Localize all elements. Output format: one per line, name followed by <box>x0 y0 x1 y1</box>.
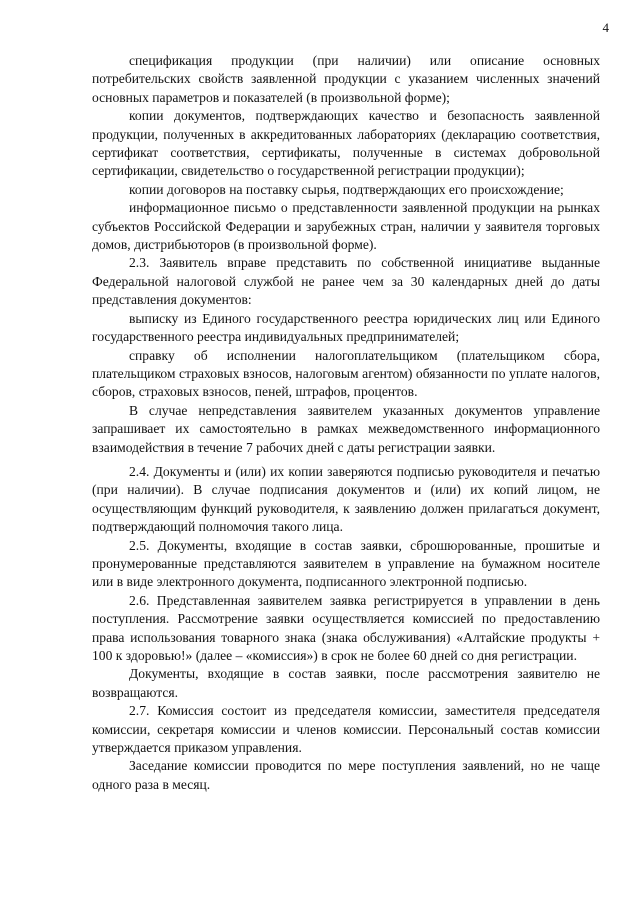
paragraph-2-5: 2.5. Документы, входящие в состав заявки, сброшюрованные, прошитые и пронумерованные представляются заявителем в управление на бумажном носителе или в виде электронного документа, подписанного электронной подписью. <box>92 537 600 590</box>
document-body <box>92 52 600 794</box>
paragraph-2-4: 2.4. Документы и (или) их копии заверяются подписью руководителя и печатью (при наличии). В случае подписания документов и (или) их копий лицом, не осуществляющим функций руководителя, к заявлению должен прилагаться документ, подтверждающий полномочия такого лица. <box>92 463 600 535</box>
paragraph-supply-contracts: копии договоров на поставку сырья, подтверждающих его происхождение; <box>129 181 564 197</box>
paragraph-info-letter: информационное письмо о представленности заявленной продукции на рынках субъектов Российской Федерации и зарубежных стран, наличии у заявителя торговых домов, дистрибьюторов (в произвольной форме). <box>92 200 600 253</box>
page-number: 4 <box>602 20 609 35</box>
paragraph-spec: спецификация продукции (при наличии) или описание основных потребительских свойств заявленной продукции с указанием численных значений основных параметров и показателей (в произвольной форме); <box>92 53 600 105</box>
paragraph-registry-extract: выписку из Единого государственного реестра юридических лиц или Единого государственного реестра индивидуальных предпринимателей; <box>92 310 600 345</box>
paragraph-quality-docs: копии документов, подтверждающих качество и безопасность заявленной продукции, полученных в аккредитованных лабораториях (декларацию соответствия, сертификат соответствия, сертификаты, полученные в системах добровольной сертификации, свидетельство о государственной регистрации продукции); <box>92 108 600 179</box>
paragraph-tax-certificate: справку об исполнении налогоплательщиком (плательщиком сбора, плательщиком страховых взносов, налоговым агентом) обязанности по уплате налогов, сборов, страховых взносов, пеней, штрафов, процентов. <box>92 347 600 400</box>
paragraph-non-submission: В случае непредставления заявителем указанных документов управление запрашивает их самостоятельно в рамках межведомственного информационного взаимодействия в течение 7 рабочих дней с даты регистрации заявки. <box>92 402 600 455</box>
paragraph-2-3: 2.3. Заявитель вправе представить по собственной инициативе выданные Федеральной налоговой службой не ранее чем за 30 календарных дней до даты представления документов: <box>92 255 600 308</box>
paragraph-2-6: 2.6. Представленная заявителем заявка регистрируется в управлении в день поступления. Рассмотрение заявки осуществляется комиссией по предоставлению права использования товарного знака (знака обслуживания) «Алтайские продукты + 100 к здоровью!» (далее – «комиссия») в срок не более 60 дней со дня регистрации. <box>92 592 600 663</box>
paragraph-docs-not-returned: Документы, входящие в состав заявки, после рассмотрения заявителю не возвращаются. <box>92 666 600 700</box>
paragraph-meetings: Заседание комиссии проводится по мере поступления заявлений, но не чаще одного раза в месяц. <box>92 758 600 792</box>
paragraph-2-7: 2.7. Комиссия состоит из председателя комиссии, заместителя председателя комиссии, секретаря комиссии и членов комиссии. Персональный состав комиссии утверждается приказом управления. <box>92 703 600 756</box>
